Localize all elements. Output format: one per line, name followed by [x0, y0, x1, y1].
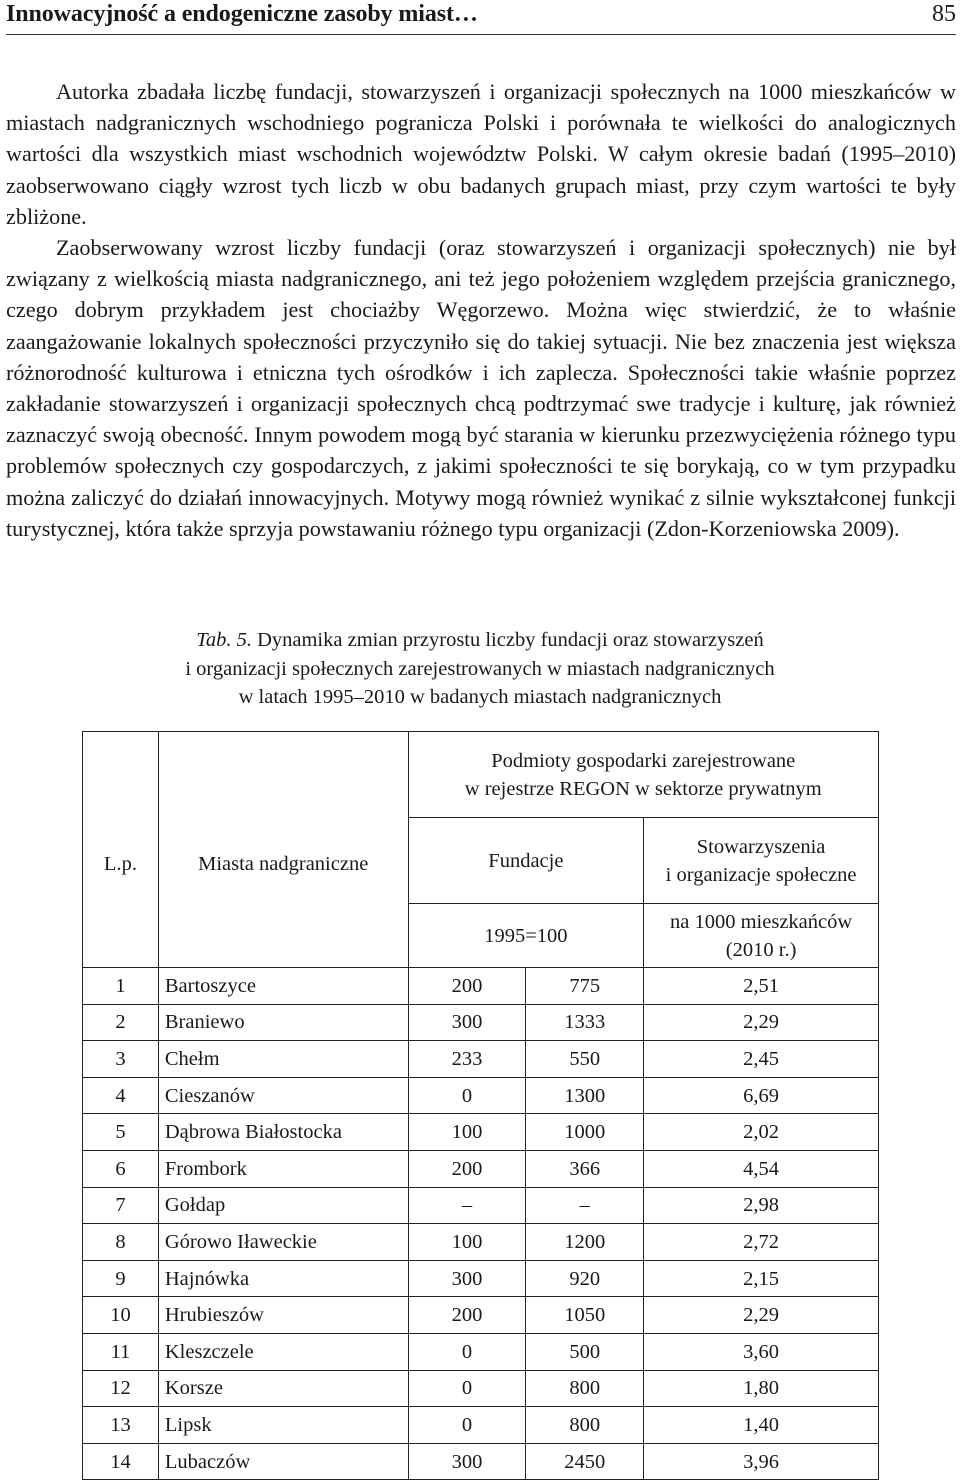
row-lp: 11: [83, 1333, 159, 1370]
table-row: [83, 1041, 879, 1078]
caption-label: Tab. 5.: [196, 629, 252, 651]
table-row: [83, 1297, 879, 1334]
row-per1000: 1,80: [644, 1370, 879, 1407]
caption-line-3: w latach 1995–2010 w badanych miastach nadgranicznych: [238, 686, 722, 708]
header-per1000: na 1000 mieszkańców (2010 r.): [644, 904, 879, 968]
table-row: [83, 1150, 879, 1187]
row-foundations: 100: [408, 1114, 526, 1151]
table-row: [83, 1260, 879, 1297]
row-per1000: 2,72: [644, 1224, 879, 1261]
row-foundations: 300: [408, 1443, 526, 1480]
row-per1000: 3,96: [644, 1443, 879, 1480]
header-associations: Stowarzyszenia i organizacje społeczne: [644, 818, 879, 904]
row-foundations: 200: [408, 1150, 526, 1187]
row-lp: 3: [83, 1041, 159, 1078]
header-city-cell: [158, 732, 408, 904]
row-city: Hajnówka: [158, 1260, 408, 1297]
row-city: Hrubieszów: [158, 1297, 408, 1334]
row-lp: 4: [83, 1077, 159, 1114]
body-text: [6, 76, 956, 544]
row-city: Dąbrowa Białostocka: [158, 1114, 408, 1151]
table-caption: [0, 626, 960, 712]
table-row: [83, 1443, 879, 1480]
row-lp: 9: [83, 1260, 159, 1297]
table-row: [83, 1370, 879, 1407]
row-per1000: 4,54: [644, 1150, 879, 1187]
row-city: Bartoszyce: [158, 968, 408, 1005]
row-city: Gołdap: [158, 1187, 408, 1224]
table-row: [83, 1407, 879, 1444]
row-associations: 366: [526, 1150, 644, 1187]
row-associations: 1333: [526, 1004, 644, 1041]
row-lp: 14: [83, 1443, 159, 1480]
table-row: [83, 968, 879, 1005]
row-city: Korsze: [158, 1370, 408, 1407]
row-lp: 6: [83, 1150, 159, 1187]
row-lp: 12: [83, 1370, 159, 1407]
row-city: Cieszanów: [158, 1077, 408, 1114]
row-associations: –: [526, 1187, 644, 1224]
row-city: Górowo Iławeckie: [158, 1224, 408, 1261]
row-city: Lipsk: [158, 1407, 408, 1444]
header-lp: [83, 852, 159, 968]
row-associations: 1000: [526, 1114, 644, 1151]
table-row: [83, 1333, 879, 1370]
paragraph: Autorka zbadała liczbę fundacji, stowarzyszeń i organizacji społecznych na 1000 mieszkańców w miastach nadgranicznych wschodniego pogranicza Polski i porównała te wielkości do analogicznych wartości dla wszystkich miast wschodnich województw Polski. W całym okresie badań (1995–2010) zaobserwowano ciągły wzrost tych liczb w obu badanych grupach miast, przy czym wartości te były zbliżone.: [6, 79, 956, 229]
data-table: [82, 731, 879, 1480]
row-associations: 800: [526, 1407, 644, 1444]
header-lp-cell: [83, 732, 159, 904]
row-lp: 7: [83, 1187, 159, 1224]
row-lp: 10: [83, 1297, 159, 1334]
header-foundations: Fundacje: [408, 818, 644, 904]
row-foundations: 233: [408, 1041, 526, 1078]
header-city: [158, 852, 408, 968]
row-associations: 800: [526, 1370, 644, 1407]
table-row: [83, 1114, 879, 1151]
row-city: Kleszczele: [158, 1333, 408, 1370]
row-per1000: 2,15: [644, 1260, 879, 1297]
row-associations: 2450: [526, 1443, 644, 1480]
row-foundations: –: [408, 1187, 526, 1224]
row-associations: 775: [526, 968, 644, 1005]
table-row: [83, 1004, 879, 1041]
row-per1000: 2,29: [644, 1004, 879, 1041]
table-body: [83, 968, 879, 1480]
row-foundations: 200: [408, 1297, 526, 1334]
header-index: 1995=100: [408, 904, 644, 968]
row-per1000: 2,51: [644, 968, 879, 1005]
row-associations: 920: [526, 1260, 644, 1297]
row-foundations: 0: [408, 1077, 526, 1114]
row-per1000: 2,98: [644, 1187, 879, 1224]
row-foundations: 200: [408, 968, 526, 1005]
running-title: Innowacyjność a endogeniczne zasoby miast…: [6, 1, 478, 27]
row-foundations: 300: [408, 1260, 526, 1297]
row-associations: 1300: [526, 1077, 644, 1114]
table-row: [83, 1077, 879, 1114]
row-per1000: 1,40: [644, 1407, 879, 1444]
header-city-label: Miasta nadgraniczne: [198, 852, 369, 875]
row-per1000: 2,02: [644, 1114, 879, 1151]
row-per1000: 2,29: [644, 1297, 879, 1334]
row-lp: 8: [83, 1224, 159, 1261]
row-foundations: 0: [408, 1407, 526, 1444]
row-city: Chełm: [158, 1041, 408, 1078]
row-foundations: 0: [408, 1370, 526, 1407]
row-lp: 5: [83, 1114, 159, 1151]
row-per1000: 2,45: [644, 1041, 879, 1078]
row-foundations: 0: [408, 1333, 526, 1370]
header-lp-label: L.p.: [103, 852, 137, 875]
row-city: Braniewo: [158, 1004, 408, 1041]
row-lp: 2: [83, 1004, 159, 1041]
caption-line-1: [0, 626, 960, 655]
row-per1000: 3,60: [644, 1333, 879, 1370]
row-associations: 550: [526, 1041, 644, 1078]
row-city: Lubaczów: [158, 1443, 408, 1480]
row-lp: 13: [83, 1407, 159, 1444]
row-lp: 1: [83, 968, 159, 1005]
table-row: [83, 1187, 879, 1224]
row-city: Frombork: [158, 1150, 408, 1187]
page-number: 85: [932, 1, 956, 27]
running-header: [6, 0, 956, 35]
row-foundations: 100: [408, 1224, 526, 1261]
paragraph: Zaobserwowany wzrost liczby fundacji (oraz stowarzyszeń i organizacji społecznych) nie był związany z wielkością miasta nadgranicznego, ani też jego położeniem względem przejścia granicznego, czego dobrym przykładem jest chociażby Węgorzewo. Można więc stwierdzić, że to właśnie zaangażowanie lokalnych społeczności przyczyniło się do takiej sytuacji. Nie bez znaczenia jest większa różnorodność kulturowa i etniczna tych ośrodków i ich zaplecza. Społeczności takie właśnie poprzez zakładanie stowarzyszeń i organizacji społecznych chcą podtrzymać swe tradycje i kulturę, jak również zaznaczyć swoją obecność. Innym powodem mogą być starania w kierunku przezwyciężenia różnego typu problemów społecznych czy gospodarczych, z jakimi społeczności te się borykają, co w tym przypadku można zaliczyć do działań innowacyjnych. Motywy mogą również wynikać z silnie wykształconej funkcji turystycznej, która także sprzyja powstawaniu różnego typu organizacji (Zdon-Korzeniowska 2009).: [6, 235, 956, 541]
row-associations: 500: [526, 1333, 644, 1370]
header-group: Podmioty gospodarki zarejestrowane w rejestrze REGON w sektorze prywatnym: [408, 732, 878, 818]
row-foundations: 300: [408, 1004, 526, 1041]
row-associations: 1200: [526, 1224, 644, 1261]
caption-line-2: i organizacji społecznych zarejestrowanych w miastach nadgranicznych: [185, 657, 775, 680]
row-associations: 1050: [526, 1297, 644, 1334]
table-row: [83, 1224, 879, 1261]
row-per1000: 6,69: [644, 1077, 879, 1114]
caption-text-1: Dynamika zmian przyrostu liczby fundacji oraz stowarzyszeń: [251, 629, 764, 651]
